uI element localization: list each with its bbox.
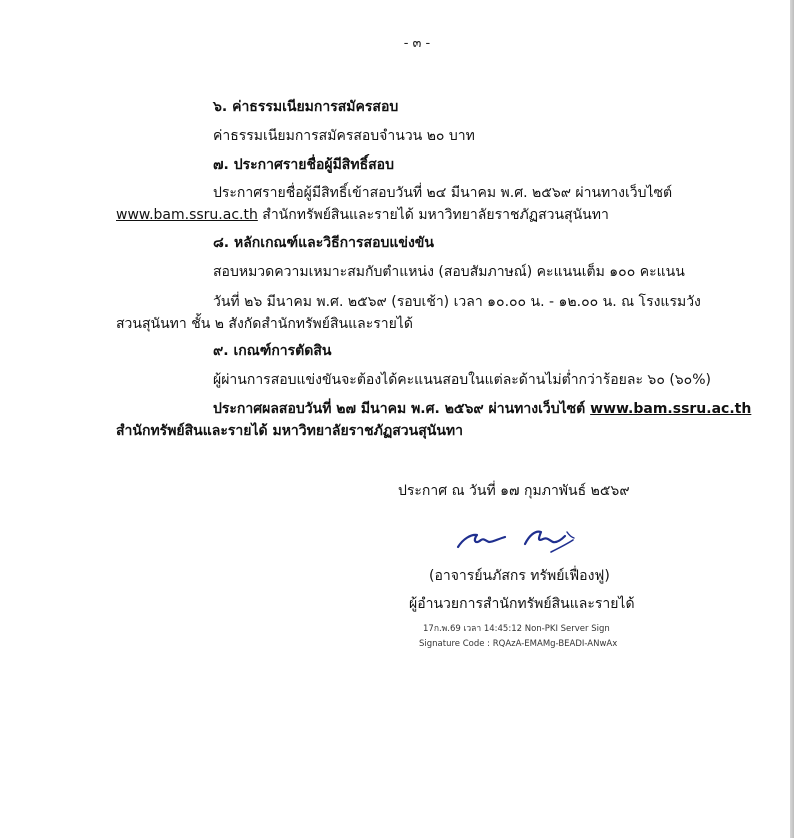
candidates-text-continued	[116, 205, 609, 225]
criteria-venue-text: สวนสุนันทา ชั้น ๒ สังกัดสำนักทรัพย์สินและรายได้	[116, 316, 413, 332]
criteria-schedule-text: วันที่ ๒๖ มีนาคม พ.ศ. ๒๕๖๙ (รอบเช้า) เวลา ๑๐.๐๐ น. - ๑๒.๐๐ น. ณ โรงแรมวัง	[213, 294, 701, 310]
signatory-name: (อาจารย์นภัสกร ทรัพย์เฟื่องฟู)	[429, 568, 610, 584]
result-website-link[interactable]: www.bam.ssru.ac.th	[590, 401, 752, 417]
fee-text: ค่าธรรมเนียมการสมัครสอบจำนวน ๒๐ บาท	[213, 128, 475, 144]
candidates-website-link[interactable]: www.bam.ssru.ac.th	[116, 207, 258, 223]
signatory-position: ผู้อำนวยการสำนักทรัพย์สินและรายได้	[409, 596, 635, 612]
fee-heading: ๖. ค่าธรรมเนียมการสมัครสอบ	[213, 99, 399, 115]
signature-code: Signature Code : RQAzA-EMAMg-BEADI-ANwAx	[419, 639, 618, 649]
judgement-text: ผู้ผ่านการสอบแข่งขันจะต้องได้คะแนนสอบในแต่ละด้านไม่ต่ำกว่าร้อยละ ๖๐ (๖๐%)	[213, 372, 711, 388]
criteria-heading: ๘. หลักเกณฑ์และวิธีการสอบแข่งขัน	[213, 235, 434, 251]
result-office-text: สำนักทรัพย์สินและรายได้ มหาวิทยาลัยราชภัฏสวนสุนันทา	[116, 423, 463, 439]
criteria-text: สอบหมวดความเหมาะสมกับตำแหน่ง (สอบสัมภาษณ์) คะแนนเต็ม ๑๐๐ คะแนน	[213, 264, 685, 280]
handwritten-signature	[455, 522, 580, 556]
candidates-office-text: สำนักทรัพย์สินและรายได้ มหาวิทยาลัยราชภัฏสวนสุนันทา	[257, 207, 609, 223]
page-edge-shadow	[790, 0, 794, 838]
digital-sign-timestamp: 17ก.พ.69 เวลา 14:45:12 Non-PKI Server Sign	[423, 624, 610, 634]
announcement-date: ประกาศ ณ วันที่ ๑๗ กุมภาพันธ์ ๒๕๖๙	[398, 483, 630, 499]
candidates-text: ประกาศรายชื่อผู้มีสิทธิ์เข้าสอบวันที่ ๒๔ มีนาคม พ.ศ. ๒๕๖๙ ผ่านทางเว็บไซต์	[213, 185, 673, 201]
result-text: ประกาศผลสอบวันที่ ๒๗ มีนาคม พ.ศ. ๒๕๖๙ ผ่านทางเว็บไซต์	[213, 401, 591, 417]
result-announcement	[213, 399, 751, 419]
judgement-heading: ๙. เกณฑ์การตัดสิน	[213, 343, 332, 359]
candidates-heading: ๗. ประกาศรายชื่อผู้มีสิทธิ์สอบ	[213, 157, 394, 173]
page-number: - ๓ -	[403, 36, 431, 51]
